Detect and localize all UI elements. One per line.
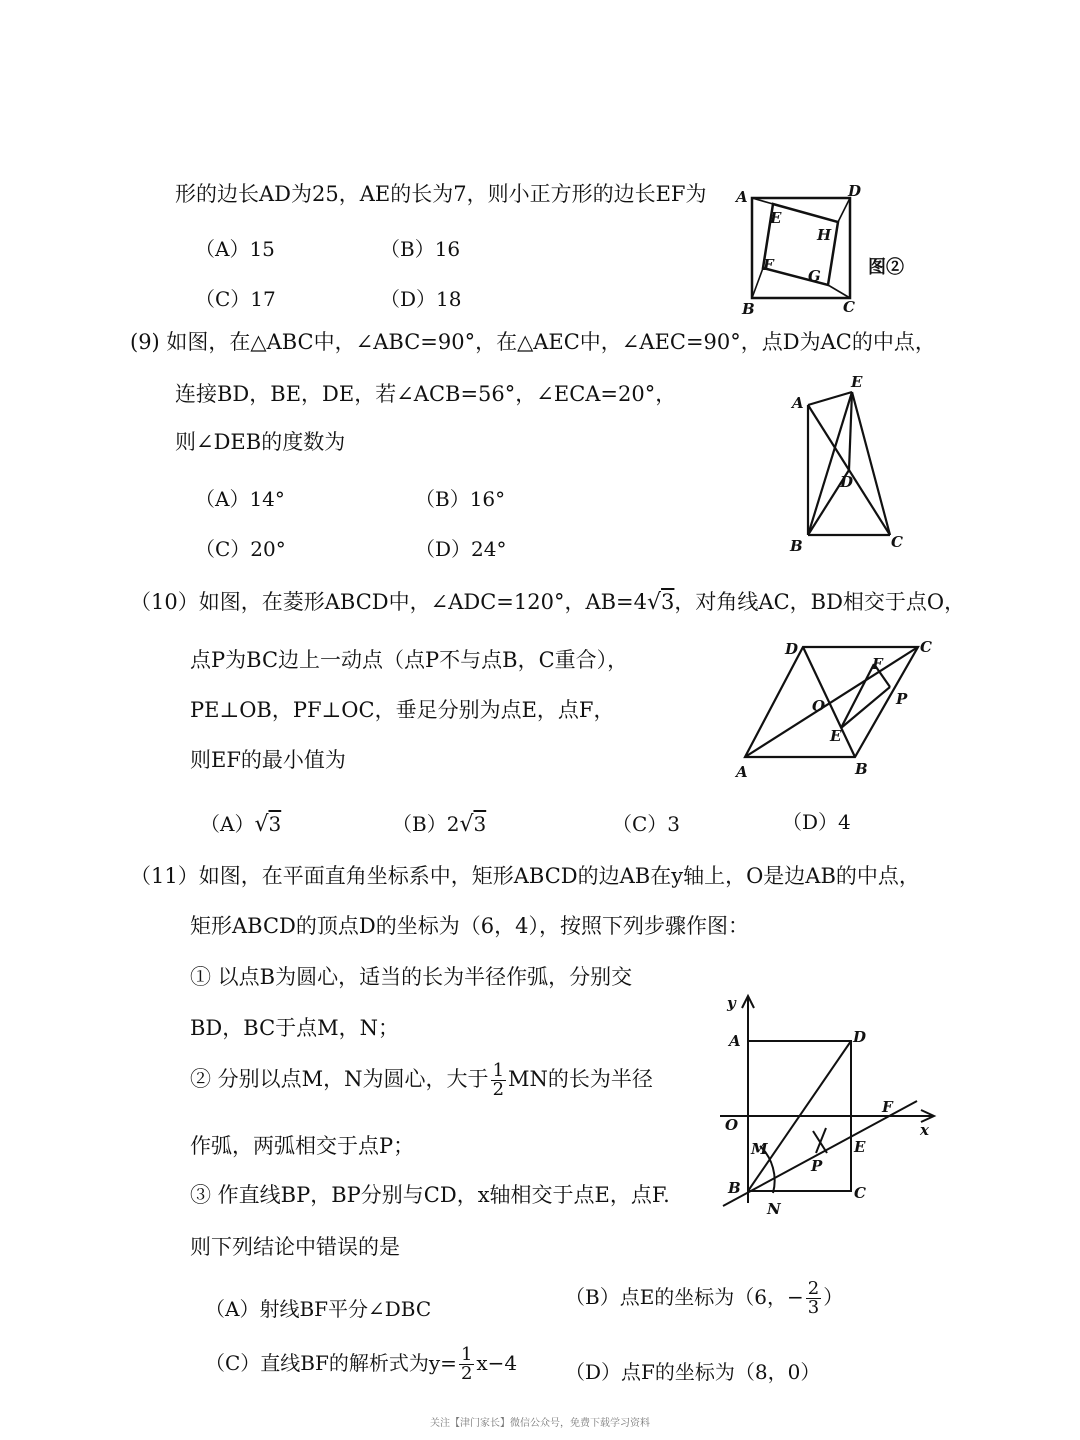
q10-line-1-part-a: （10）如图，在菱形ABCD中，∠ADC=120°，AB=4 [130,590,648,614]
q11-option-c-frac-den: 2 [460,1363,473,1384]
q11-step-1-cont: BD，BC于点M，N； [190,1016,400,1040]
q11-label-c: C [854,1184,866,1202]
q8-option-d: （D）18 [380,287,462,311]
q8-option-c: （C）17 [195,287,276,311]
q11-label-o: O [725,1116,739,1134]
q11-line-1: （11）如图，在平面直角坐标系中，矩形ABCD的边AB在y轴上，O是边AB的中点， [130,864,920,888]
q11-step-2-cont: 作弧，两弧相交于点P； [190,1134,415,1158]
q9-line-2: 连接BD，BE，DE，若∠ACB=56°，∠ECA=20°， [175,382,677,406]
q11-option-b-frac-den: 3 [807,1297,820,1318]
q8-label-g: G [808,267,821,285]
q8-label-a: A [736,188,748,206]
q10-line-3: PE⊥OB，PF⊥OC，垂足分别为点E，点F， [190,698,615,722]
q11-option-b [565,1280,843,1317]
q11-line-2: 矩形ABCD的顶点D的坐标为（6，4），按照下列步骤作图： [190,914,749,938]
q10-option-c: （C）3 [612,812,681,836]
q9-option-a: （A）14° [195,487,285,511]
q8-label-c: C [843,298,855,316]
q9-line-1: (9) 如图，在△ABC中，∠ABC=90°，在△AEC中，∠AEC=90°，点D为AC的中点， [130,330,936,354]
q10-label-c: C [920,638,932,656]
q11-step-2-part-b: MN的长为半径 [508,1067,653,1091]
q10-label-a: A [736,763,748,781]
q11-label-d: D [853,1028,867,1046]
q8-figure [730,180,930,320]
q10-label-e: E [830,727,842,745]
q11-label-a: A [729,1032,741,1050]
q11-option-c [205,1346,517,1383]
q10-option-d: （D）4 [782,810,851,834]
q9-label-e: E [851,373,863,391]
q10-option-b-label: （B） [392,812,447,836]
q11-option-b-part-b: ） [823,1285,844,1309]
q8-label-h: H [817,226,832,244]
q10-option-b-radicand: 3 [473,812,487,836]
q9-label-d: D [840,473,854,491]
q8-label-d: D [848,182,862,200]
q8-text: 形的边长AD为25，AE的长为7，则小正方形的边长EF为 [175,182,707,206]
q11-label-x: x [920,1121,929,1139]
q11-step-3: ③ 作直线BP，BP分别与CD，x轴相交于点E，点F. [190,1183,670,1207]
q11-option-b-fraction [806,1280,821,1317]
q11-step-2-part-a: ② 分别以点M，N为圆心，大于 [190,1067,489,1091]
q8-label-e: E [770,209,782,227]
q10-label-d: D [785,640,799,658]
q10-option-a-radicand: 3 [268,812,282,836]
q11-step-2-frac-den: 2 [492,1079,505,1100]
q10-line-2: 点P为BC边上一动点（点P不与点B，C重合）， [190,648,629,672]
q8-figure-caption: 图② [868,257,904,278]
q11-step-1: ① 以点B为圆心，适当的长为半径作弧，分别交 [190,965,633,989]
q11-label-p: P [811,1157,823,1175]
q8-option-b: （B）16 [380,237,461,261]
q11-option-a: （A）射线BF平分∠DBC [205,1297,432,1321]
q11-option-b-frac-num: 2 [807,1278,820,1299]
q9-label-a: A [792,394,804,412]
q11-label-m: M [751,1140,768,1158]
q10-option-b: （B）2√3 [392,812,487,837]
q10-label-o: O [812,697,826,715]
q9-label-c: C [891,533,903,551]
q10-option-a-label: （A） [200,812,255,836]
q9-option-d: （D）24° [415,537,507,561]
footer-watermark: 关注【津门家长】微信公众号，免费下载学习资料 [430,1418,650,1429]
q9-label-b: B [790,537,803,555]
q9-option-b: （B）16° [415,487,506,511]
q11-label-n: N [767,1200,781,1218]
q8-option-a: （A）15 [195,237,275,261]
q11-option-d: （D）点F的坐标为（8，0） [565,1360,821,1384]
q9-option-c: （C）20° [195,537,286,561]
q11-question: 则下列结论中错误的是 [190,1235,400,1259]
q11-label-e: E [854,1138,866,1156]
q10-figure [730,632,950,782]
q11-step-2 [190,1062,653,1099]
q8-label-f: F [763,256,774,274]
q9-line-3: 则∠DEB的度数为 [175,430,346,454]
q11-option-c-fraction [459,1346,474,1383]
q11-option-c-frac-num: 1 [460,1344,473,1365]
q10-label-p: P [896,690,908,708]
q11-label-f: F [882,1098,893,1116]
q11-option-c-part-a: （C）直线BF的解析式为y= [205,1351,457,1375]
q10-option-b-coef: 2 [446,812,460,836]
q10-line-1-radicand: 3 [661,590,675,614]
q11-step-2-frac-num: 1 [492,1060,505,1081]
q10-option-a: （A）√3 [200,812,282,837]
q10-label-f: F [872,655,883,673]
q10-line-1: （10）如图，在菱形ABCD中，∠ADC=120°，AB=4√3，对角线AC，BD相交于点O， [130,590,966,615]
q11-option-c-part-b: x−4 [476,1351,518,1375]
q9-figure [780,370,930,560]
q10-line-4: 则EF的最小值为 [190,748,346,772]
q11-figure [715,988,945,1218]
q11-step-2-fraction [491,1062,506,1099]
q8-label-b: B [742,300,755,318]
q11-option-b-part-a: （B）点E的坐标为（6，− [565,1285,804,1309]
q10-line-1-part-b: ，对角线AC，BD相交于点O， [674,590,966,614]
q11-label-y: y [727,994,736,1012]
q11-label-b: B [728,1179,741,1197]
q10-label-b: B [855,760,868,778]
